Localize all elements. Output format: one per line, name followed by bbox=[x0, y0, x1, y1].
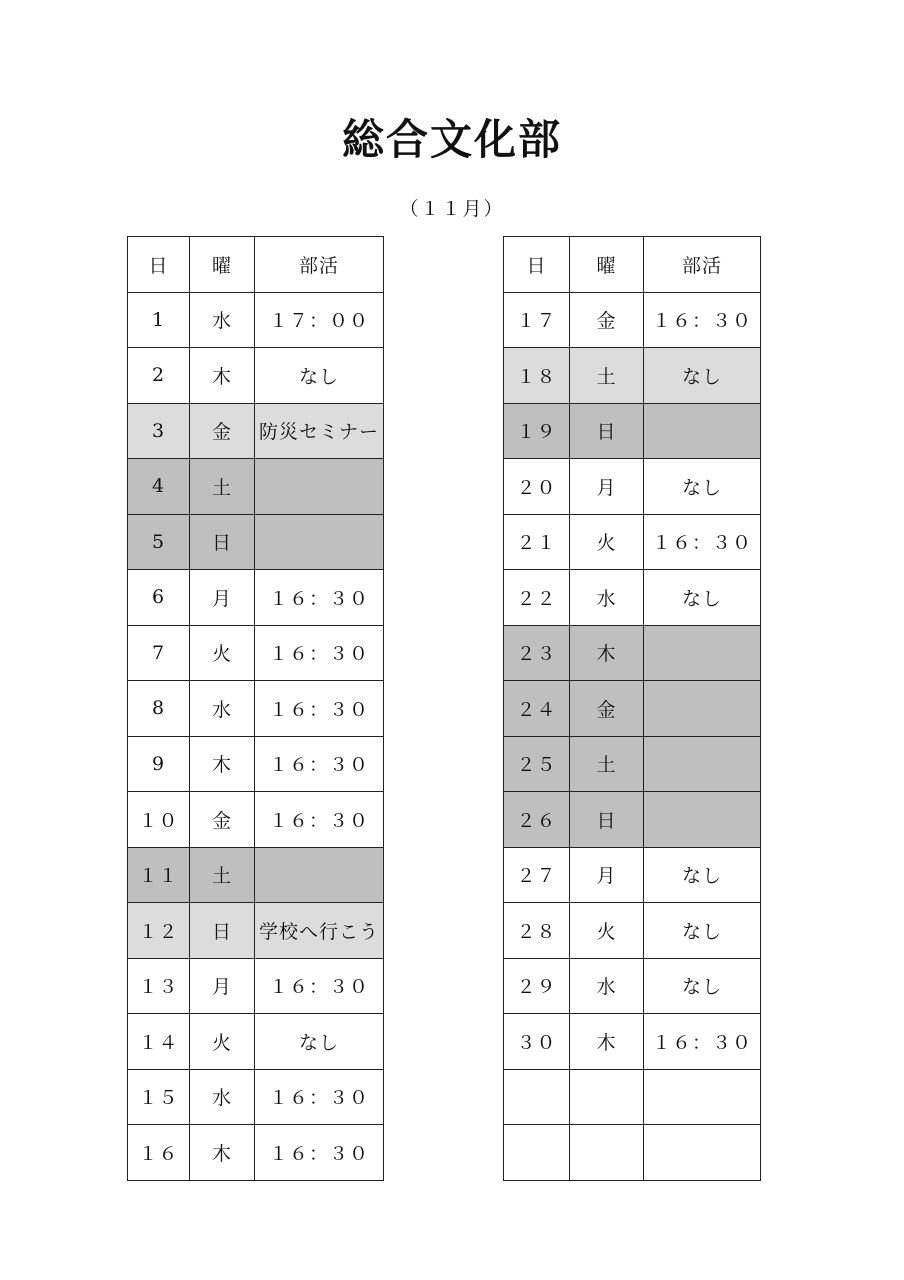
activity-cell: １６：３０ bbox=[644, 292, 761, 348]
day-cell: １４ bbox=[128, 1014, 190, 1070]
day-cell: ２５ bbox=[504, 736, 570, 792]
activity-cell: なし bbox=[644, 459, 761, 515]
day-cell: １５ bbox=[128, 1069, 190, 1125]
weekday-cell: 土 bbox=[190, 459, 255, 515]
table-row bbox=[128, 792, 384, 848]
table-row bbox=[504, 903, 761, 959]
day-cell: １９ bbox=[504, 403, 570, 459]
header-activity: 部活 bbox=[255, 237, 384, 293]
weekday-cell: 水 bbox=[190, 1069, 255, 1125]
table-row bbox=[504, 570, 761, 626]
weekday-cell: 月 bbox=[570, 459, 644, 515]
table-row bbox=[128, 348, 384, 404]
weekday-cell: 水 bbox=[190, 681, 255, 737]
weekday-cell: 金 bbox=[190, 403, 255, 459]
day-cell: 2 bbox=[128, 348, 190, 404]
activity-cell bbox=[644, 681, 761, 737]
activity-cell: なし bbox=[255, 1014, 384, 1070]
activity-cell bbox=[644, 403, 761, 459]
day-cell: ２９ bbox=[504, 958, 570, 1014]
day-cell: ２３ bbox=[504, 625, 570, 681]
table-row bbox=[504, 792, 761, 848]
day-cell: １６ bbox=[128, 1125, 190, 1181]
weekday-cell bbox=[570, 1069, 644, 1125]
table-row bbox=[128, 292, 384, 348]
table-row bbox=[504, 1014, 761, 1070]
table-row bbox=[128, 847, 384, 903]
weekday-cell: 木 bbox=[570, 1014, 644, 1070]
activity-cell: なし bbox=[644, 958, 761, 1014]
table-row bbox=[504, 681, 761, 737]
weekday-cell: 水 bbox=[570, 958, 644, 1014]
day-cell bbox=[504, 1069, 570, 1125]
weekday-cell: 木 bbox=[190, 736, 255, 792]
header-day: 日 bbox=[128, 237, 190, 293]
weekday-cell: 月 bbox=[570, 847, 644, 903]
table-row bbox=[504, 514, 761, 570]
activity-cell: 防災セミナー bbox=[255, 403, 384, 459]
table-row bbox=[128, 570, 384, 626]
weekday-cell: 水 bbox=[190, 292, 255, 348]
activity-cell bbox=[255, 847, 384, 903]
day-cell: ２７ bbox=[504, 847, 570, 903]
day-cell: １８ bbox=[504, 348, 570, 404]
weekday-cell: 火 bbox=[570, 514, 644, 570]
weekday-cell: 月 bbox=[190, 958, 255, 1014]
table-row bbox=[504, 459, 761, 515]
day-cell: 7 bbox=[128, 625, 190, 681]
table-row bbox=[128, 681, 384, 737]
activity-cell: １６：３０ bbox=[255, 792, 384, 848]
table-row bbox=[128, 1014, 384, 1070]
day-cell: ２０ bbox=[504, 459, 570, 515]
table-row bbox=[504, 292, 761, 348]
activity-cell: １６：３０ bbox=[255, 1069, 384, 1125]
day-cell: 8 bbox=[128, 681, 190, 737]
day-cell: ２８ bbox=[504, 903, 570, 959]
table-row bbox=[128, 1125, 384, 1181]
table-row bbox=[128, 514, 384, 570]
weekday-cell: 金 bbox=[570, 681, 644, 737]
activity-cell: なし bbox=[255, 348, 384, 404]
day-cell: 5 bbox=[128, 514, 190, 570]
page-title: 総合文化部 bbox=[341, 115, 562, 164]
activity-cell bbox=[255, 514, 384, 570]
table-row bbox=[504, 736, 761, 792]
weekday-cell: 日 bbox=[190, 514, 255, 570]
activity-cell: なし bbox=[644, 903, 761, 959]
day-cell: ２６ bbox=[504, 792, 570, 848]
table-header-row bbox=[128, 237, 384, 293]
activity-cell: １６：３０ bbox=[644, 514, 761, 570]
day-cell: 3 bbox=[128, 403, 190, 459]
day-cell: 6 bbox=[128, 570, 190, 626]
activity-cell: １６：３０ bbox=[644, 1014, 761, 1070]
table-row bbox=[504, 1069, 761, 1125]
header-weekday: 曜 bbox=[570, 237, 644, 293]
activity-cell: １６：３０ bbox=[255, 570, 384, 626]
month-subtitle: （１１月） bbox=[399, 198, 505, 220]
table-row bbox=[504, 847, 761, 903]
weekday-cell: 土 bbox=[570, 736, 644, 792]
weekday-cell: 木 bbox=[190, 1125, 255, 1181]
activity-cell: １６：３０ bbox=[255, 1125, 384, 1181]
header-weekday: 曜 bbox=[190, 237, 255, 293]
table-row bbox=[128, 736, 384, 792]
weekday-cell: 日 bbox=[570, 403, 644, 459]
activity-cell bbox=[644, 736, 761, 792]
table-row bbox=[504, 1125, 761, 1181]
activity-cell: １７：００ bbox=[255, 292, 384, 348]
weekday-cell: 水 bbox=[570, 570, 644, 626]
day-cell: １２ bbox=[128, 903, 190, 959]
table-header-row bbox=[504, 237, 761, 293]
weekday-cell: 月 bbox=[190, 570, 255, 626]
header-day: 日 bbox=[504, 237, 570, 293]
weekday-cell: 日 bbox=[570, 792, 644, 848]
activity-cell bbox=[644, 625, 761, 681]
day-cell: ２４ bbox=[504, 681, 570, 737]
table-row bbox=[504, 625, 761, 681]
activity-cell: １６：３０ bbox=[255, 625, 384, 681]
day-cell: 1 bbox=[128, 292, 190, 348]
weekday-cell: 金 bbox=[570, 292, 644, 348]
schedule-table-right bbox=[503, 236, 761, 1181]
table-row bbox=[128, 958, 384, 1014]
table-row bbox=[504, 348, 761, 404]
table-row bbox=[128, 903, 384, 959]
activity-cell bbox=[644, 792, 761, 848]
schedule-table-left bbox=[127, 236, 384, 1181]
activity-cell: なし bbox=[644, 570, 761, 626]
activity-cell: １６：３０ bbox=[255, 958, 384, 1014]
weekday-cell: 火 bbox=[570, 903, 644, 959]
weekday-cell: 火 bbox=[190, 1014, 255, 1070]
table-row bbox=[128, 459, 384, 515]
day-cell: ３０ bbox=[504, 1014, 570, 1070]
day-cell: ２１ bbox=[504, 514, 570, 570]
weekday-cell: 木 bbox=[570, 625, 644, 681]
weekday-cell: 火 bbox=[190, 625, 255, 681]
day-cell: １７ bbox=[504, 292, 570, 348]
activity-cell bbox=[644, 1069, 761, 1125]
table-row bbox=[128, 625, 384, 681]
activity-cell: なし bbox=[644, 348, 761, 404]
table-row bbox=[128, 1069, 384, 1125]
activity-cell bbox=[255, 459, 384, 515]
weekday-cell: 木 bbox=[190, 348, 255, 404]
weekday-cell bbox=[570, 1125, 644, 1181]
table-row bbox=[504, 958, 761, 1014]
activity-cell bbox=[644, 1125, 761, 1181]
weekday-cell: 土 bbox=[570, 348, 644, 404]
activity-cell: １６：３０ bbox=[255, 681, 384, 737]
weekday-cell: 土 bbox=[190, 847, 255, 903]
weekday-cell: 日 bbox=[190, 903, 255, 959]
day-cell: １１ bbox=[128, 847, 190, 903]
table-row bbox=[128, 403, 384, 459]
activity-cell: １６：３０ bbox=[255, 736, 384, 792]
activity-cell: 学校へ行こう bbox=[255, 903, 384, 959]
day-cell bbox=[504, 1125, 570, 1181]
activity-cell: なし bbox=[644, 847, 761, 903]
day-cell: １０ bbox=[128, 792, 190, 848]
day-cell: 4 bbox=[128, 459, 190, 515]
day-cell: 9 bbox=[128, 736, 190, 792]
day-cell: ２２ bbox=[504, 570, 570, 626]
weekday-cell: 金 bbox=[190, 792, 255, 848]
day-cell: １３ bbox=[128, 958, 190, 1014]
header-activity: 部活 bbox=[644, 237, 761, 293]
table-row bbox=[504, 403, 761, 459]
